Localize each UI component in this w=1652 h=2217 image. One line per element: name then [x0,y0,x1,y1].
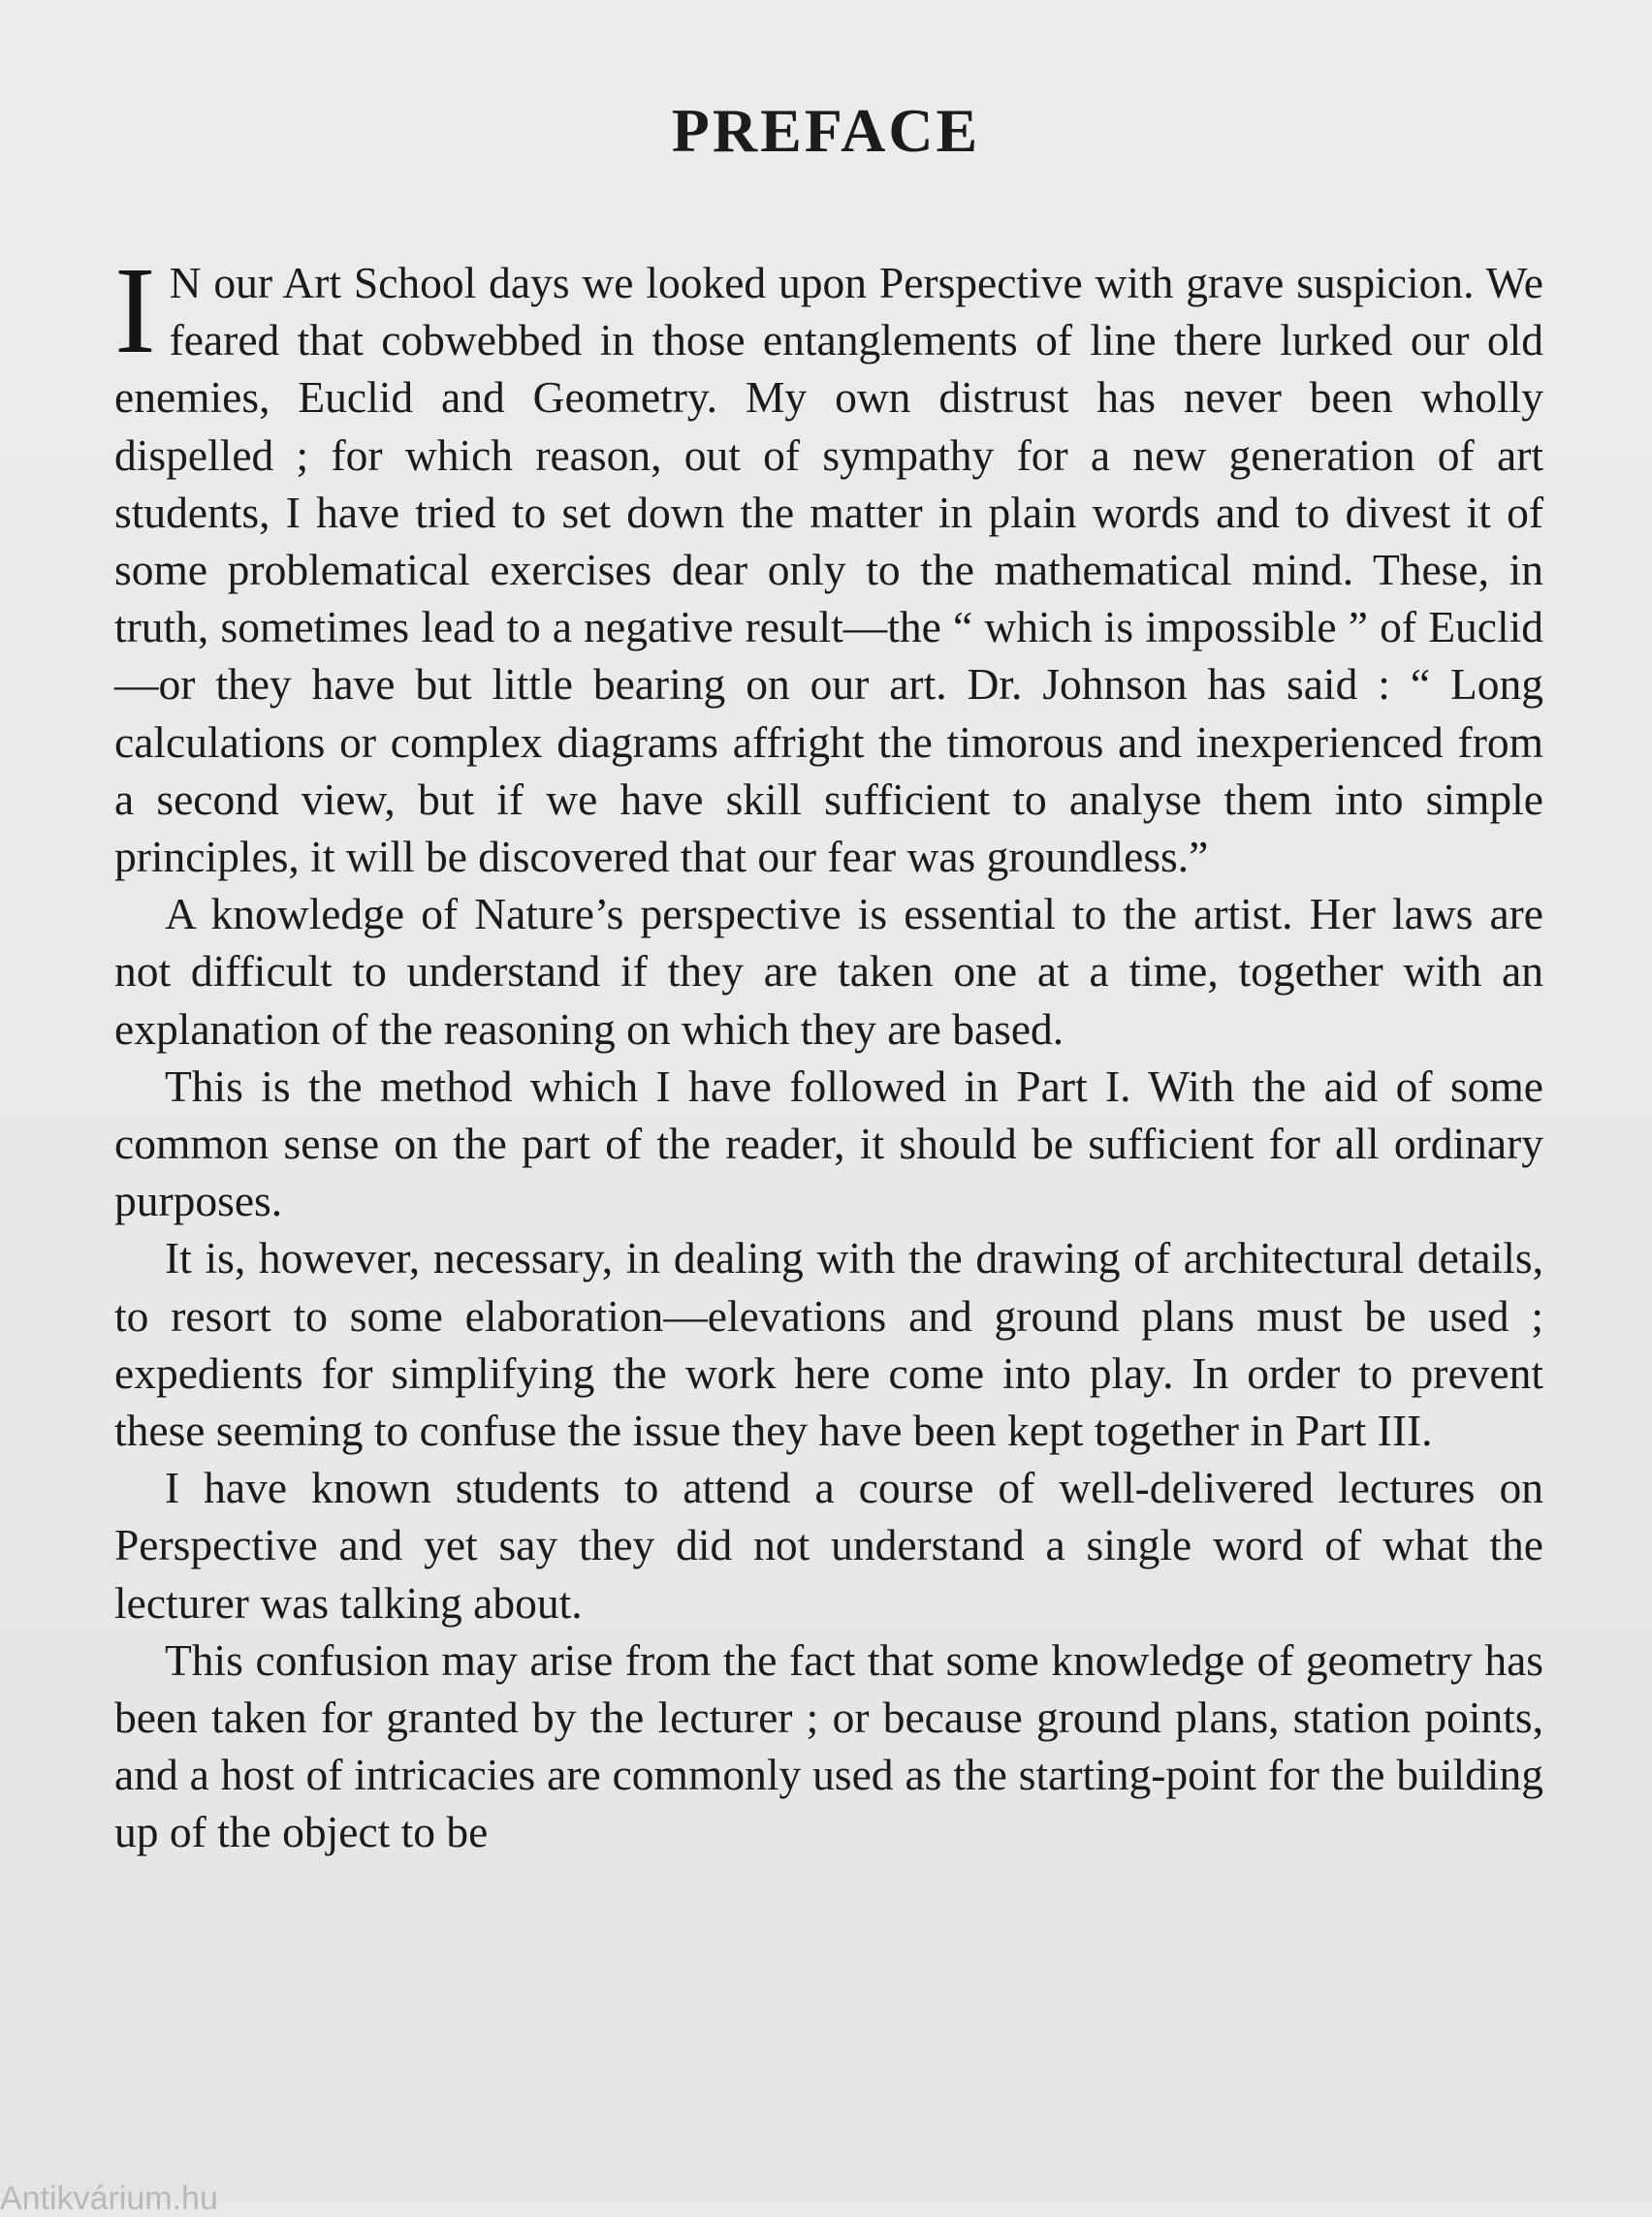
paragraph-1-text: N our Art School days we looked upon Perspective with grave suspicion. We feared that cobwebbed in those entanglements of line there lurked our old enemies, Euclid and Geometry. My own distrust has never been wholly dispelled ; for which reason, out of sympathy for a new generation of art students, I have tried to set down the matter in plain words and to divest it of some problematical exercises dear only to the mathematical mind. These, in truth, sometimes lead to a negative result—the “ which is impossible ” of Euclid—or they have but little bearing on our art. Dr. Johnson has said : “ Long calculations or complex diagrams affright the timorous and inexperienced from a second view, but if we have skill sufficient to analyse them into simple principles, it will be discovered that our fear was groundless.” [114,258,1543,882]
paragraph-5: I have known students to attend a course of well-delivered lectures on Perspective and yet say they did not understand a single word of what the lecturer was talking about. [114,1463,1543,1628]
watermark: Antikvárium.hu [0,2180,218,2217]
paragraph-4: It is, however, necessary, in dealing with the drawing of architectural details, to resort to some elaboration—elevations and ground plans must be used ; expedients for simplifying the work here come into play. In order to prevent these seeming to confuse the issue they have been kept together in Part III. [114,1233,1543,1456]
preface-body [114,241,1543,1861]
paragraph-1 [114,241,1543,885]
page-title: PREFACE [671,96,981,165]
paragraph-2: A knowledge of Nature’s perspective is essential to the artist. Her laws are not difficult to understand if they are taken one at a time, together with an explanation of the reasoning on which they are based. [114,889,1543,1054]
drop-cap: I [114,241,156,379]
paragraph-6: This confusion may arise from the fact that some knowledge of geometry has been taken for granted by the lecturer ; or because ground plans, station points, and a host of intricacies are commonly used as the starting-point for the building up of the object to be [114,1634,1543,1857]
paragraph-3: This is the method which I have followed in Part I. With the aid of some common sense on the part of the reader, it should be sufficient for all ordinary purposes. [114,1061,1543,1226]
